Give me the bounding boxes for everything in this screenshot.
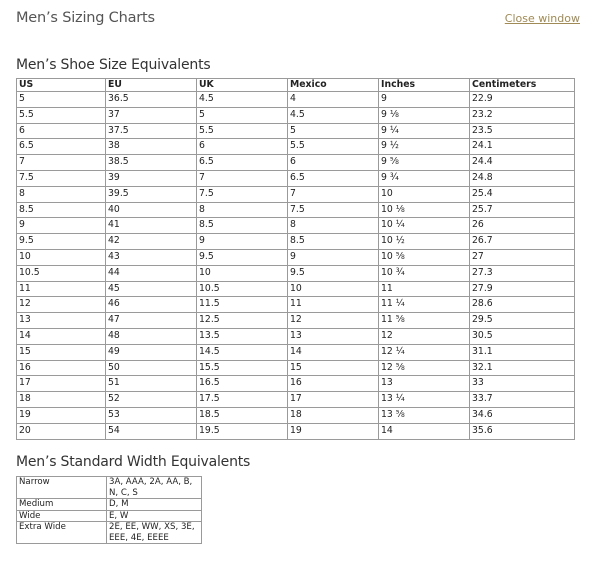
table-cell: 13 — [17, 313, 106, 329]
table-cell: 6 — [197, 139, 288, 155]
table-cell: 9 — [197, 234, 288, 250]
table-cell: 10 ½ — [379, 234, 470, 250]
table-cell: 12 — [17, 297, 106, 313]
table-row — [17, 139, 575, 155]
table-cell: 5.5 — [288, 139, 379, 155]
column-header-uk: UK — [197, 79, 288, 92]
table-cell: 14 — [288, 344, 379, 360]
table-row — [17, 249, 575, 265]
shoe-size-section-title: Men’s Shoe Size Equivalents — [16, 57, 211, 73]
table-cell: 14 — [379, 423, 470, 439]
width-name-cell: Wide — [17, 510, 107, 522]
table-row — [17, 218, 575, 234]
table-cell: 38 — [106, 139, 197, 155]
table-row — [17, 107, 575, 123]
width-table — [16, 476, 202, 544]
table-row — [17, 92, 575, 108]
table-header-row — [17, 79, 575, 92]
table-cell: 10.5 — [197, 281, 288, 297]
width-name-cell: Medium — [17, 499, 107, 511]
table-cell: 10 ¾ — [379, 265, 470, 281]
table-cell: 11 — [17, 281, 106, 297]
table-cell: 16 — [288, 376, 379, 392]
table-cell: 5 — [17, 92, 106, 108]
table-row — [17, 392, 575, 408]
table-cell: 15 — [17, 344, 106, 360]
table-cell: 29.5 — [470, 313, 575, 329]
table-cell: 11 — [379, 281, 470, 297]
table-cell: 33 — [470, 376, 575, 392]
column-header-us: US — [17, 79, 106, 92]
table-row — [17, 234, 575, 250]
table-row — [17, 155, 575, 171]
table-cell: 9.5 — [288, 265, 379, 281]
table-row — [17, 281, 575, 297]
width-row — [17, 477, 202, 499]
table-row — [17, 328, 575, 344]
table-cell: 39.5 — [106, 186, 197, 202]
table-cell: 31.1 — [470, 344, 575, 360]
table-cell: 34.6 — [470, 407, 575, 423]
table-cell: 13 ¼ — [379, 392, 470, 408]
table-cell: 13.5 — [197, 328, 288, 344]
table-cell: 37 — [106, 107, 197, 123]
table-cell: 32.1 — [470, 360, 575, 376]
column-header-inches: Inches — [379, 79, 470, 92]
table-cell: 16.5 — [197, 376, 288, 392]
table-cell: 39 — [106, 170, 197, 186]
table-cell: 19 — [17, 407, 106, 423]
table-cell: 23.5 — [470, 123, 575, 139]
table-cell: 27.3 — [470, 265, 575, 281]
column-header-mexico: Mexico — [288, 79, 379, 92]
table-cell: 38.5 — [106, 155, 197, 171]
table-cell: 9 ¾ — [379, 170, 470, 186]
table-cell: 19.5 — [197, 423, 288, 439]
table-cell: 41 — [106, 218, 197, 234]
table-cell: 24.1 — [470, 139, 575, 155]
table-cell: 51 — [106, 376, 197, 392]
width-codes-cell: D, M — [107, 499, 202, 511]
table-cell: 6.5 — [17, 139, 106, 155]
table-cell: 35.6 — [470, 423, 575, 439]
close-window-link[interactable]: Close window — [504, 12, 580, 25]
table-cell: 8.5 — [17, 202, 106, 218]
table-cell: 9 — [17, 218, 106, 234]
table-cell: 12 — [379, 328, 470, 344]
table-row — [17, 170, 575, 186]
table-cell: 7.5 — [197, 186, 288, 202]
table-cell: 11 ⅝ — [379, 313, 470, 329]
width-row — [17, 510, 202, 522]
table-cell: 5.5 — [17, 107, 106, 123]
table-cell: 26.7 — [470, 234, 575, 250]
table-cell: 20 — [17, 423, 106, 439]
table-row — [17, 423, 575, 439]
page-title: Men’s Sizing Charts — [16, 10, 155, 26]
table-cell: 6 — [288, 155, 379, 171]
table-cell: 24.4 — [470, 155, 575, 171]
table-row — [17, 407, 575, 423]
shoe-table-body — [17, 92, 575, 440]
table-cell: 8.5 — [288, 234, 379, 250]
table-cell: 5 — [288, 123, 379, 139]
table-cell: 9.5 — [17, 234, 106, 250]
table-cell: 18 — [17, 392, 106, 408]
table-cell: 7 — [288, 186, 379, 202]
table-cell: 17 — [288, 392, 379, 408]
table-cell: 9 ⅛ — [379, 107, 470, 123]
table-cell: 50 — [106, 360, 197, 376]
table-cell: 13 — [288, 328, 379, 344]
table-cell: 25.4 — [470, 186, 575, 202]
width-codes-cell: 2E, EE, WW, XS, 3E, EEE, 4E, EEEE — [107, 522, 202, 544]
table-cell: 47 — [106, 313, 197, 329]
table-cell: 17.5 — [197, 392, 288, 408]
table-cell: 5.5 — [197, 123, 288, 139]
table-cell: 46 — [106, 297, 197, 313]
table-cell: 6.5 — [197, 155, 288, 171]
table-cell: 26 — [470, 218, 575, 234]
table-cell: 43 — [106, 249, 197, 265]
table-cell: 7 — [197, 170, 288, 186]
table-cell: 9 — [288, 249, 379, 265]
table-cell: 19 — [288, 423, 379, 439]
table-cell: 28.6 — [470, 297, 575, 313]
table-cell: 10.5 — [17, 265, 106, 281]
width-name-cell: Extra Wide — [17, 522, 107, 544]
table-row — [17, 313, 575, 329]
table-cell: 54 — [106, 423, 197, 439]
table-cell: 9 — [379, 92, 470, 108]
width-codes-cell: E, W — [107, 510, 202, 522]
table-row — [17, 123, 575, 139]
table-cell: 15 — [288, 360, 379, 376]
table-cell: 10 ¼ — [379, 218, 470, 234]
table-cell: 14.5 — [197, 344, 288, 360]
table-cell: 18 — [288, 407, 379, 423]
table-cell: 10 ⅝ — [379, 249, 470, 265]
table-cell: 10 — [288, 281, 379, 297]
table-cell: 30.5 — [470, 328, 575, 344]
table-cell: 13 ⅝ — [379, 407, 470, 423]
table-cell: 10 — [17, 249, 106, 265]
table-cell: 23.2 — [470, 107, 575, 123]
table-row — [17, 265, 575, 281]
column-header-centimeters: Centimeters — [470, 79, 575, 92]
width-row — [17, 499, 202, 511]
table-cell: 7.5 — [17, 170, 106, 186]
table-cell: 16 — [17, 360, 106, 376]
table-cell: 36.5 — [106, 92, 197, 108]
table-cell: 18.5 — [197, 407, 288, 423]
table-row — [17, 202, 575, 218]
width-row — [17, 522, 202, 544]
table-cell: 8.5 — [197, 218, 288, 234]
table-cell: 7 — [17, 155, 106, 171]
table-cell: 52 — [106, 392, 197, 408]
table-cell: 15.5 — [197, 360, 288, 376]
column-header-eu: EU — [106, 79, 197, 92]
table-cell: 11 — [288, 297, 379, 313]
width-table-body — [17, 477, 202, 544]
table-cell: 10 — [379, 186, 470, 202]
table-cell: 7.5 — [288, 202, 379, 218]
table-cell: 49 — [106, 344, 197, 360]
table-cell: 40 — [106, 202, 197, 218]
table-cell: 45 — [106, 281, 197, 297]
width-codes-cell: 3A, AAA, 2A, AA, B, N, C, S — [107, 477, 202, 499]
shoe-size-table — [16, 78, 575, 440]
table-cell: 8 — [17, 186, 106, 202]
table-cell: 9 ½ — [379, 139, 470, 155]
table-cell: 37.5 — [106, 123, 197, 139]
table-cell: 17 — [17, 376, 106, 392]
table-cell: 11 ¼ — [379, 297, 470, 313]
table-cell: 6.5 — [288, 170, 379, 186]
table-cell: 12.5 — [197, 313, 288, 329]
table-cell: 14 — [17, 328, 106, 344]
table-cell: 6 — [17, 123, 106, 139]
table-cell: 12 ⅝ — [379, 360, 470, 376]
width-section-title: Men’s Standard Width Equivalents — [16, 454, 251, 470]
table-row — [17, 360, 575, 376]
table-cell: 27.9 — [470, 281, 575, 297]
table-cell: 42 — [106, 234, 197, 250]
table-cell: 25.7 — [470, 202, 575, 218]
table-cell: 9.5 — [197, 249, 288, 265]
table-cell: 4.5 — [197, 92, 288, 108]
table-cell: 24.8 — [470, 170, 575, 186]
table-cell: 48 — [106, 328, 197, 344]
table-cell: 12 — [288, 313, 379, 329]
table-cell: 13 — [379, 376, 470, 392]
table-cell: 9 ⅝ — [379, 155, 470, 171]
table-cell: 53 — [106, 407, 197, 423]
table-cell: 44 — [106, 265, 197, 281]
table-cell: 12 ¼ — [379, 344, 470, 360]
table-row — [17, 186, 575, 202]
table-cell: 4 — [288, 92, 379, 108]
table-cell: 27 — [470, 249, 575, 265]
table-cell: 33.7 — [470, 392, 575, 408]
table-cell: 4.5 — [288, 107, 379, 123]
width-name-cell: Narrow — [17, 477, 107, 499]
table-cell: 9 ¼ — [379, 123, 470, 139]
table-cell: 8 — [197, 202, 288, 218]
table-row — [17, 376, 575, 392]
table-cell: 22.9 — [470, 92, 575, 108]
table-cell: 11.5 — [197, 297, 288, 313]
table-cell: 5 — [197, 107, 288, 123]
table-cell: 10 — [197, 265, 288, 281]
table-row — [17, 297, 575, 313]
table-cell: 8 — [288, 218, 379, 234]
table-cell: 10 ⅛ — [379, 202, 470, 218]
table-row — [17, 344, 575, 360]
